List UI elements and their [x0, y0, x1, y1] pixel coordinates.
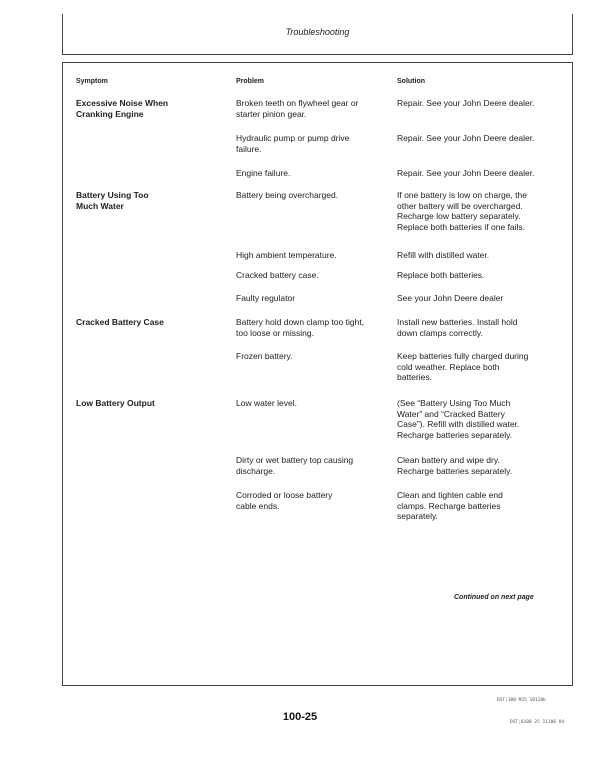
- problem-cell: [236, 168, 290, 179]
- problem-line: cable ends.: [236, 500, 280, 511]
- solution-line: Water” and “Cracked Battery: [397, 408, 505, 419]
- solution-cell: [397, 250, 489, 261]
- column-header-symptom: Symptom: [76, 78, 108, 85]
- solution-line: Repair. See your John Deere dealer.: [397, 133, 535, 143]
- problem-line: Battery being overcharged.: [236, 190, 339, 200]
- solution-line: other battery will be overcharged.: [397, 200, 523, 211]
- symptom-cell: [76, 398, 155, 409]
- problem-cell: [236, 490, 332, 511]
- solution-line: Keep batteries fully charged during: [397, 351, 529, 361]
- symptom-line: Cranking Engine: [76, 108, 144, 119]
- problem-line: Hydraulic pump or pump drive: [236, 133, 350, 143]
- problem-cell: [236, 190, 338, 201]
- solution-cell: [397, 270, 484, 281]
- solution-cell: [397, 490, 503, 522]
- solution-line: Repair. See your John Deere dealer.: [397, 168, 535, 178]
- problem-cell: [236, 270, 319, 281]
- symptom-line: Battery Using Too: [76, 190, 149, 200]
- symptom-line: Excessive Noise When: [76, 98, 169, 108]
- solution-line: Replace both batteries if one fails.: [397, 221, 526, 232]
- problem-line: High ambient temperature.: [236, 250, 337, 260]
- solution-line: Refill with distilled water.: [397, 250, 490, 260]
- solution-cell: [397, 317, 517, 338]
- problem-line: Corroded or loose battery: [236, 490, 333, 500]
- problem-line: Broken teeth on flywheel gear or: [236, 98, 359, 108]
- problem-cell: [236, 133, 349, 154]
- solution-line: Case”). Refill with distilled water.: [397, 419, 520, 429]
- solution-cell: [397, 190, 527, 232]
- solution-line: Install new batteries. Install hold: [397, 317, 518, 327]
- solution-cell: [397, 455, 512, 476]
- doc-code-secondary: DST;0100 25 11186 84: [510, 720, 565, 725]
- problem-line: Cracked battery case.: [236, 270, 319, 280]
- problem-cell: [236, 98, 358, 119]
- symptom-cell: [76, 317, 164, 328]
- solution-line: Replace both batteries.: [397, 270, 485, 280]
- problem-line: failure.: [236, 143, 262, 154]
- problem-line: starter pinion gear.: [236, 108, 307, 119]
- solution-line: Recharge batteries separately.: [397, 465, 513, 476]
- page-header: [62, 14, 573, 55]
- problem-line: discharge.: [236, 465, 276, 476]
- solution-line: Clean battery and wipe dry.: [397, 455, 500, 465]
- solution-cell: [397, 351, 528, 383]
- column-header-solution: Solution: [397, 78, 425, 85]
- problem-cell: [236, 351, 293, 362]
- solution-line: cold weather. Replace both: [397, 361, 500, 372]
- solution-line: If one battery is low on charge, the: [397, 190, 527, 200]
- symptom-cell: [76, 190, 149, 211]
- problem-cell: [236, 455, 353, 476]
- problem-line: Dirty or wet battery top causing: [236, 455, 354, 465]
- solution-line: clamps. Recharge batteries: [397, 500, 501, 511]
- solution-line: batteries.: [397, 372, 432, 382]
- solution-cell: [397, 168, 535, 179]
- column-header-problem: Problem: [236, 78, 265, 85]
- problem-cell: [236, 293, 295, 304]
- solution-line: Repair. See your John Deere dealer.: [397, 98, 535, 108]
- page-number: 100-25: [282, 711, 318, 723]
- symptom-line: Cracked Battery Case: [76, 317, 164, 327]
- problem-cell: [236, 317, 364, 338]
- solution-line: Clean and tighten cable end: [397, 490, 503, 500]
- problem-line: Frozen battery.: [236, 351, 293, 361]
- symptom-cell: [76, 98, 168, 119]
- symptom-line: Low Battery Output: [76, 398, 155, 408]
- doc-code: DST;100 M25 10128b: [497, 698, 546, 703]
- solution-line: See your John Deere dealer: [397, 293, 504, 303]
- problem-line: Faulty regulator: [236, 293, 296, 303]
- continued-note: Continued on next page: [454, 594, 534, 601]
- problem-cell: [236, 398, 297, 409]
- page-header-title: Troubleshooting: [285, 27, 350, 37]
- solution-cell: [397, 398, 519, 440]
- problem-line: too loose or missing.: [236, 327, 314, 338]
- solution-line: separately.: [397, 511, 438, 521]
- solution-cell: [397, 98, 535, 109]
- solution-line: Recharge batteries separately.: [397, 429, 513, 440]
- problem-line: Low water level.: [236, 398, 297, 408]
- solution-cell: [397, 133, 535, 144]
- problem-line: Battery hold down clamp too tight,: [236, 317, 365, 327]
- solution-line: down clamps correctly.: [397, 327, 483, 338]
- solution-line: (See “Battery Using Too Much: [397, 398, 511, 408]
- solution-line: Recharge low battery separately.: [397, 211, 521, 221]
- problem-cell: [236, 250, 337, 261]
- problem-line: Engine failure.: [236, 168, 291, 178]
- symptom-line: Much Water: [76, 200, 124, 211]
- solution-cell: [397, 293, 503, 304]
